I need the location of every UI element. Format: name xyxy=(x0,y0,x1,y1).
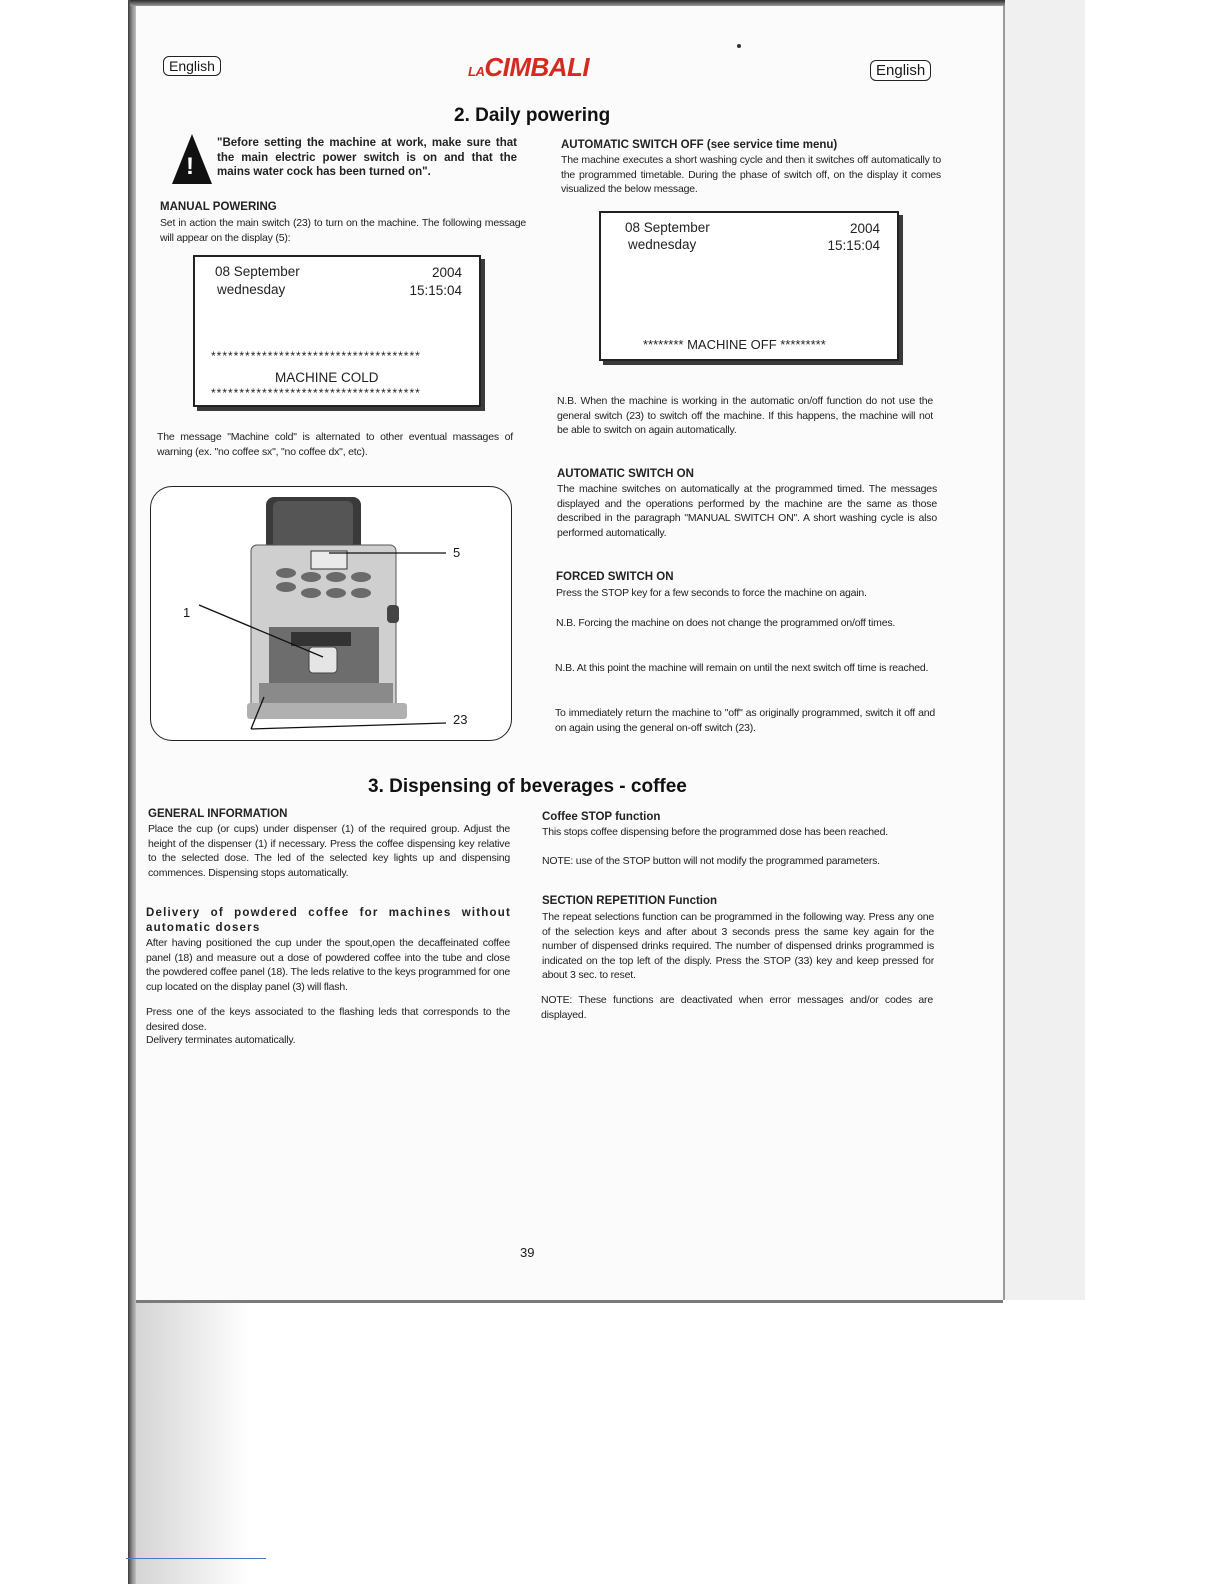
warning-text: "Before setting the machine at work, make sure that the main electric power switch is on and that the mains water cock has been turned on". xyxy=(217,137,517,178)
section-title-daily-powering: 2. Daily powering xyxy=(454,105,611,126)
display-off-date: 08 September xyxy=(625,220,710,235)
auto-switch-off-text: The machine executes a short washing cycle and then it switches off automatically to the programmed timetable. During the phase of switch off, on the display it comes visualized the below message. xyxy=(561,154,941,195)
powdered-coffee-text: After having positioned the cup under the spout,open the decaffeinated coffee panel (18) and measure out a dose of powdered coffee into the tube and close the powdered coffee panel (18). The leds relative to the keys programmed for one cup located on the display panel (3) will flash. xyxy=(146,937,510,993)
general-information-text: Place the cup (or cups) under dispenser (1) of the required group. Adjust the height of the dispenser (1) if necessary. Press the coffee dispensing key relative to the selected dose. The led of the selected key lights up and dispensing commences. Dispensing stops automatically. xyxy=(148,823,510,879)
coffee-stop-note: NOTE: use of the STOP button will not modify the programmed parameters. xyxy=(542,855,880,867)
nb-remain-on-note: N.B. At this point the machine will remain on until the next switch off time is reached. xyxy=(555,662,929,674)
machine-cold-note: The message "Machine cold" is alternated to other eventual massages of warning (ex. "no coffee sx", "no coffee dx", etc). xyxy=(157,431,513,458)
display-off-message: ******** MACHINE OFF ********* xyxy=(643,337,826,352)
display-year: 2004 xyxy=(431,265,462,280)
section-title-dispensing: 3. Dispensing of beverages - coffee xyxy=(368,776,687,797)
display-off-day: wednesday xyxy=(628,237,697,252)
figure-label-1: 1 xyxy=(183,605,191,620)
nb-automatic-note: N.B. When the machine is working in the automatic on/off function do not use the general switch (23) to switch off the machine. If this happens, the machine will not be able to switch on again automatically. xyxy=(557,395,933,436)
scan-speck xyxy=(737,44,741,48)
figure-label-23: 23 xyxy=(453,712,468,727)
manual-powering-text: Set in action the main switch (23) to turn on the machine. The following message will appear on the display (5): xyxy=(160,217,526,244)
display-date: 08 September xyxy=(215,264,300,279)
manual-powering-heading: MANUAL POWERING xyxy=(160,201,277,213)
page-number: 39 xyxy=(520,1245,535,1260)
powdered-coffee-text-2: Press one of the keys associated to the flashing leds that corresponds to the desired dose. xyxy=(146,1006,510,1033)
display-off-year: 2004 xyxy=(849,221,880,236)
display-machine-cold xyxy=(193,255,481,407)
auto-switch-on-text: The machine switches on automatically at the programmed timed. The messages displayed and the operations performed by the machine are the same as those described in the paragraph "MANUAL SWITCH ON". A short washing cycle is also performed automatically. xyxy=(557,483,937,539)
section-repetition-text: The repeat selections function can be programmed in the following way. Press any one of the selection keys and after about 3 seconds press the same key again for the number of dispensed drinks required. The number of dispensed drinks programmed is indicated on the top left of the disply. Press the STOP (33) key and keep pressed for about 3 sec. to reset. xyxy=(542,911,934,981)
figure-label-5: 5 xyxy=(453,545,461,560)
scan-margin-right xyxy=(1003,0,1085,1300)
general-information-heading: GENERAL INFORMATION xyxy=(148,808,288,820)
machine-figure xyxy=(150,486,512,741)
section-repetition-heading: SECTION REPETITION Function xyxy=(542,895,718,907)
auto-switch-on-heading: AUTOMATIC SWITCH ON xyxy=(557,468,694,480)
auto-switch-off-heading: AUTOMATIC SWITCH OFF (see service time menu) xyxy=(561,139,838,151)
forced-switch-on-note: N.B. Forcing the machine on does not change the programmed on/off times. xyxy=(556,617,896,629)
scan-area-below-page xyxy=(136,1303,1083,1584)
forced-switch-on-text: Press the STOP key for a few seconds to force the machine on again. xyxy=(556,587,867,599)
warning-exclamation-icon: ! xyxy=(186,153,194,180)
scan-margin-left xyxy=(0,0,130,1584)
display-stars-top: ************************************* xyxy=(211,349,421,363)
logo-prefix: LA xyxy=(468,64,485,79)
language-badge-right: English xyxy=(870,60,931,81)
display-off-time: 15:15:04 xyxy=(827,238,880,253)
logo-main: CIMBALI xyxy=(484,52,590,82)
display-stars-bottom: ************************************* xyxy=(211,386,421,400)
powdered-coffee-heading: Delivery of powdered coffee for machines without automatic dosers xyxy=(146,907,511,934)
scan-edge-top xyxy=(130,0,1005,6)
display-time: 15:15:04 xyxy=(409,283,462,298)
scan-footer-line xyxy=(126,1558,266,1559)
section-repetition-note: NOTE: These functions are deactivated when error messages and/or codes are displayed. xyxy=(541,994,933,1021)
coffee-machine-illustration xyxy=(151,487,511,740)
brand-logo xyxy=(468,52,589,83)
coffee-stop-heading: Coffee STOP function xyxy=(542,811,661,823)
powdered-coffee-text-3: Delivery terminates automatically. xyxy=(146,1034,296,1046)
language-badge-left: English xyxy=(163,56,221,76)
coffee-stop-text: This stops coffee dispensing before the programmed dose has been reached. xyxy=(542,826,888,838)
display-day: wednesday xyxy=(217,282,286,297)
return-to-off-text: To immediately return the machine to "off" as originally programmed, switch it off and on again using the general on-off switch (23). xyxy=(555,707,935,734)
display-message: MACHINE COLD xyxy=(275,370,379,385)
display-machine-off xyxy=(599,211,899,361)
forced-switch-on-heading: FORCED SWITCH ON xyxy=(556,571,674,583)
